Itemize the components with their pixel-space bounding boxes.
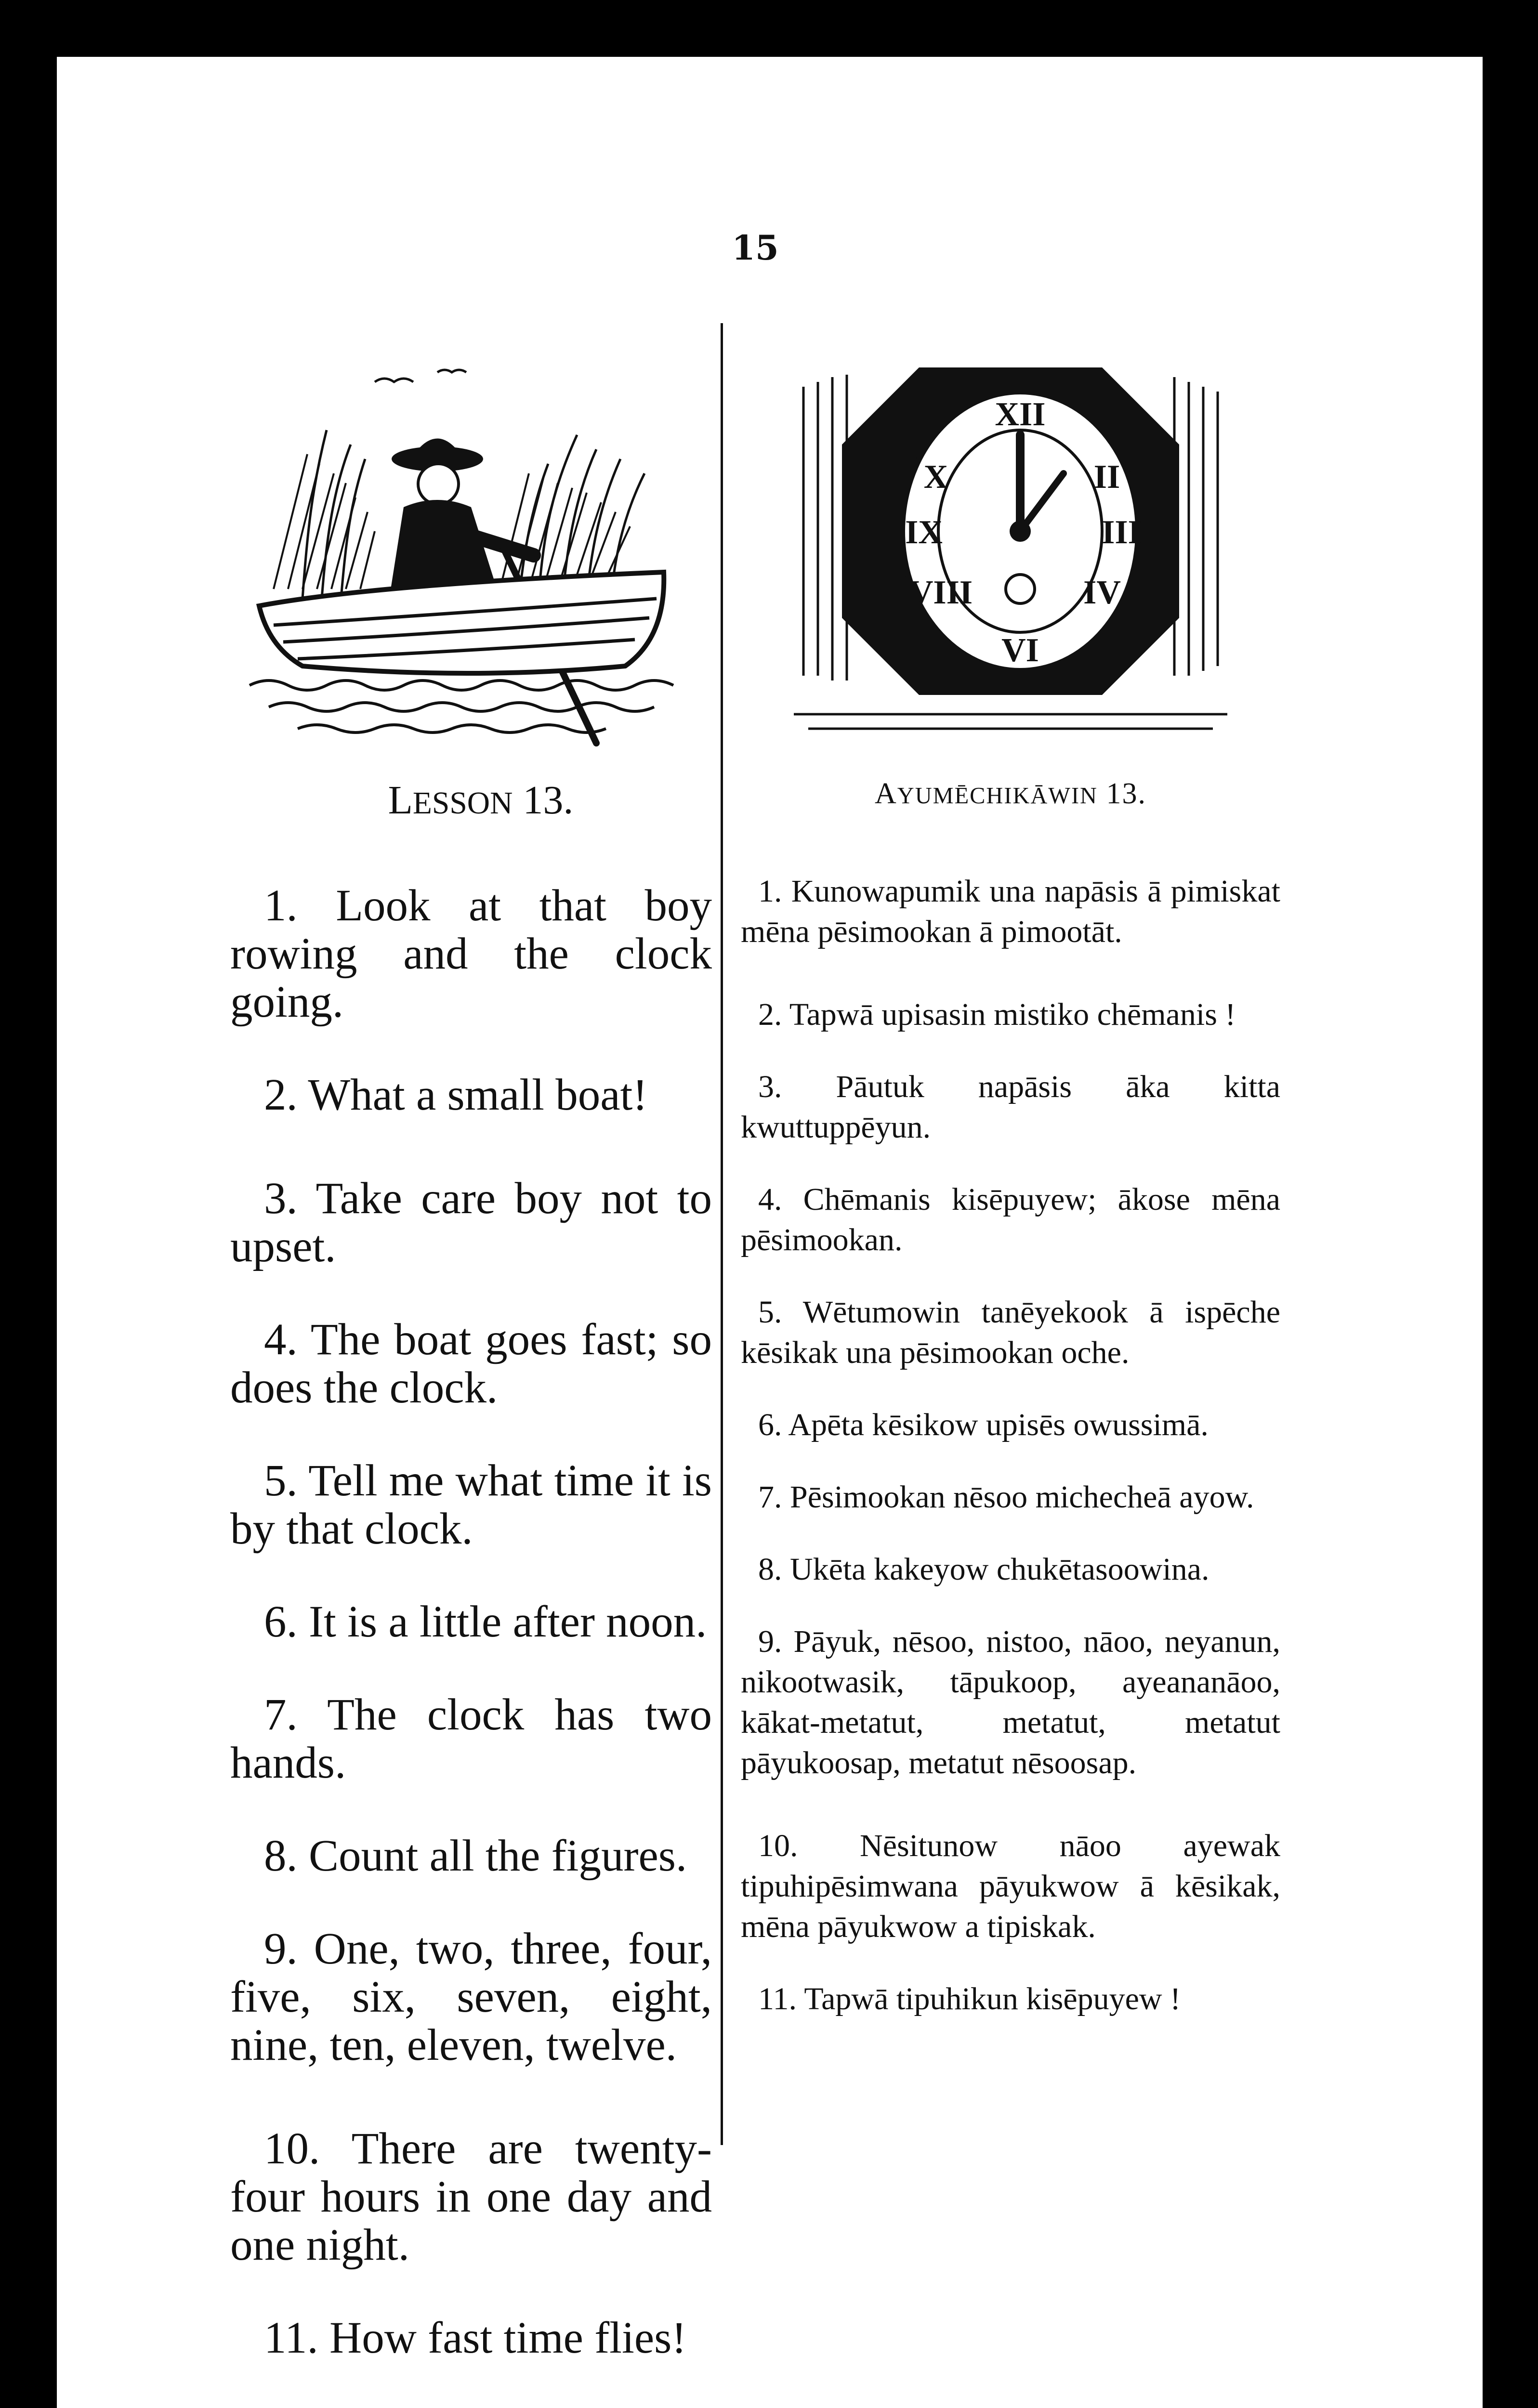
list-item: 3. Take care boy not to upset. <box>230 1174 712 1271</box>
svg-text:IX: IX <box>905 514 943 551</box>
svg-text:XII: XII <box>995 396 1046 433</box>
lesson-title-number: 13. <box>1106 777 1146 810</box>
list-item: 11. How fast time flies! <box>264 2313 687 2363</box>
list-item: 5. Tell me what time it is by that clock. <box>230 1456 712 1554</box>
list-item: 6. Apēta kēsikow upisēs owussimā. <box>758 1407 1209 1442</box>
list-item: 8. Ukēta kakeyow chukētasoowina. <box>758 1552 1209 1587</box>
list-item: 4. Chēmanis kisēpuyew; ākose mēna pēsimookan. <box>741 1182 1280 1257</box>
list-item: 2. Tapwā upisasin mistiko chēmanis ! <box>758 997 1236 1032</box>
clock-illustration <box>794 329 1227 762</box>
list-item: 11. Tapwā tipuhikun kisēpuyew ! <box>758 1981 1181 2016</box>
svg-text:II: II <box>1093 458 1120 496</box>
lesson-title-number: 13. <box>523 778 574 823</box>
cree-items <box>741 839 1280 2030</box>
book-page <box>57 57 1483 2408</box>
list-item: 8. Count all the figures. <box>264 1831 687 1881</box>
list-item: 1. Look at that boy rowing and the clock going. <box>230 881 712 1027</box>
list-item: 9. Pāyuk, nēsoo, nistoo, nāoo, neyanun, nikootwasik, tāpukoop, ayeananāoo, kākat-metatut, metatut, metatut pāyukoosap, metatut nēsoosap. <box>741 1624 1280 1780</box>
list-item: 6. It is a little after noon. <box>264 1597 707 1647</box>
lesson-title-rest: YUMĒCHIKĀWIN <box>897 783 1098 809</box>
list-item: 2. What a small boat! <box>264 1070 648 1120</box>
list-item: 1. Kunowapumik una napāsis ā pimiskat mēna pēsimookan ā pimootāt. <box>741 874 1280 949</box>
svg-text:IV: IV <box>1083 574 1121 611</box>
svg-text:X: X <box>923 458 948 496</box>
list-item: 10. Nēsitunow nāoo ayewak tipuhipēsimwana pāyukwow ā kēsikak, mēna pāyukwow a tipiskak. <box>741 1828 1280 1944</box>
page-number: 15 <box>732 228 779 268</box>
list-item: 4. The boat goes fast; so does the clock. <box>230 1315 712 1413</box>
list-item: 5. Wētumowin tanēyekook ā ispēche kēsikak una pēsimookan oche. <box>741 1295 1280 1370</box>
lesson-title-rest: ESSON <box>412 786 513 821</box>
list-item: 7. Pēsimookan nēsoo michecheā ayow. <box>758 1479 1254 1515</box>
list-item: 9. One, two, three, four, five, six, seven, eight, nine, ten, eleven, twelve. <box>230 1924 712 2070</box>
lesson-title-initial: L <box>388 778 413 823</box>
column-divider <box>721 323 723 2145</box>
svg-text:III: III <box>1102 514 1141 551</box>
boat-rowing-illustration <box>230 329 712 762</box>
lesson-title-initial: A <box>875 777 897 810</box>
list-item: 10. There are twenty-four hours in one day and one night. <box>230 2124 712 2270</box>
list-item: 7. The clock has two hands. <box>230 1690 712 1788</box>
english-items <box>230 837 712 2370</box>
svg-text:VI: VI <box>1001 632 1039 669</box>
lesson-title <box>741 777 1280 811</box>
list-item: 3. Pāutuk napāsis āka kitta kwuttuppēyun. <box>741 1069 1280 1145</box>
lesson-title <box>240 777 722 824</box>
svg-text:VIII: VIII <box>908 574 973 611</box>
